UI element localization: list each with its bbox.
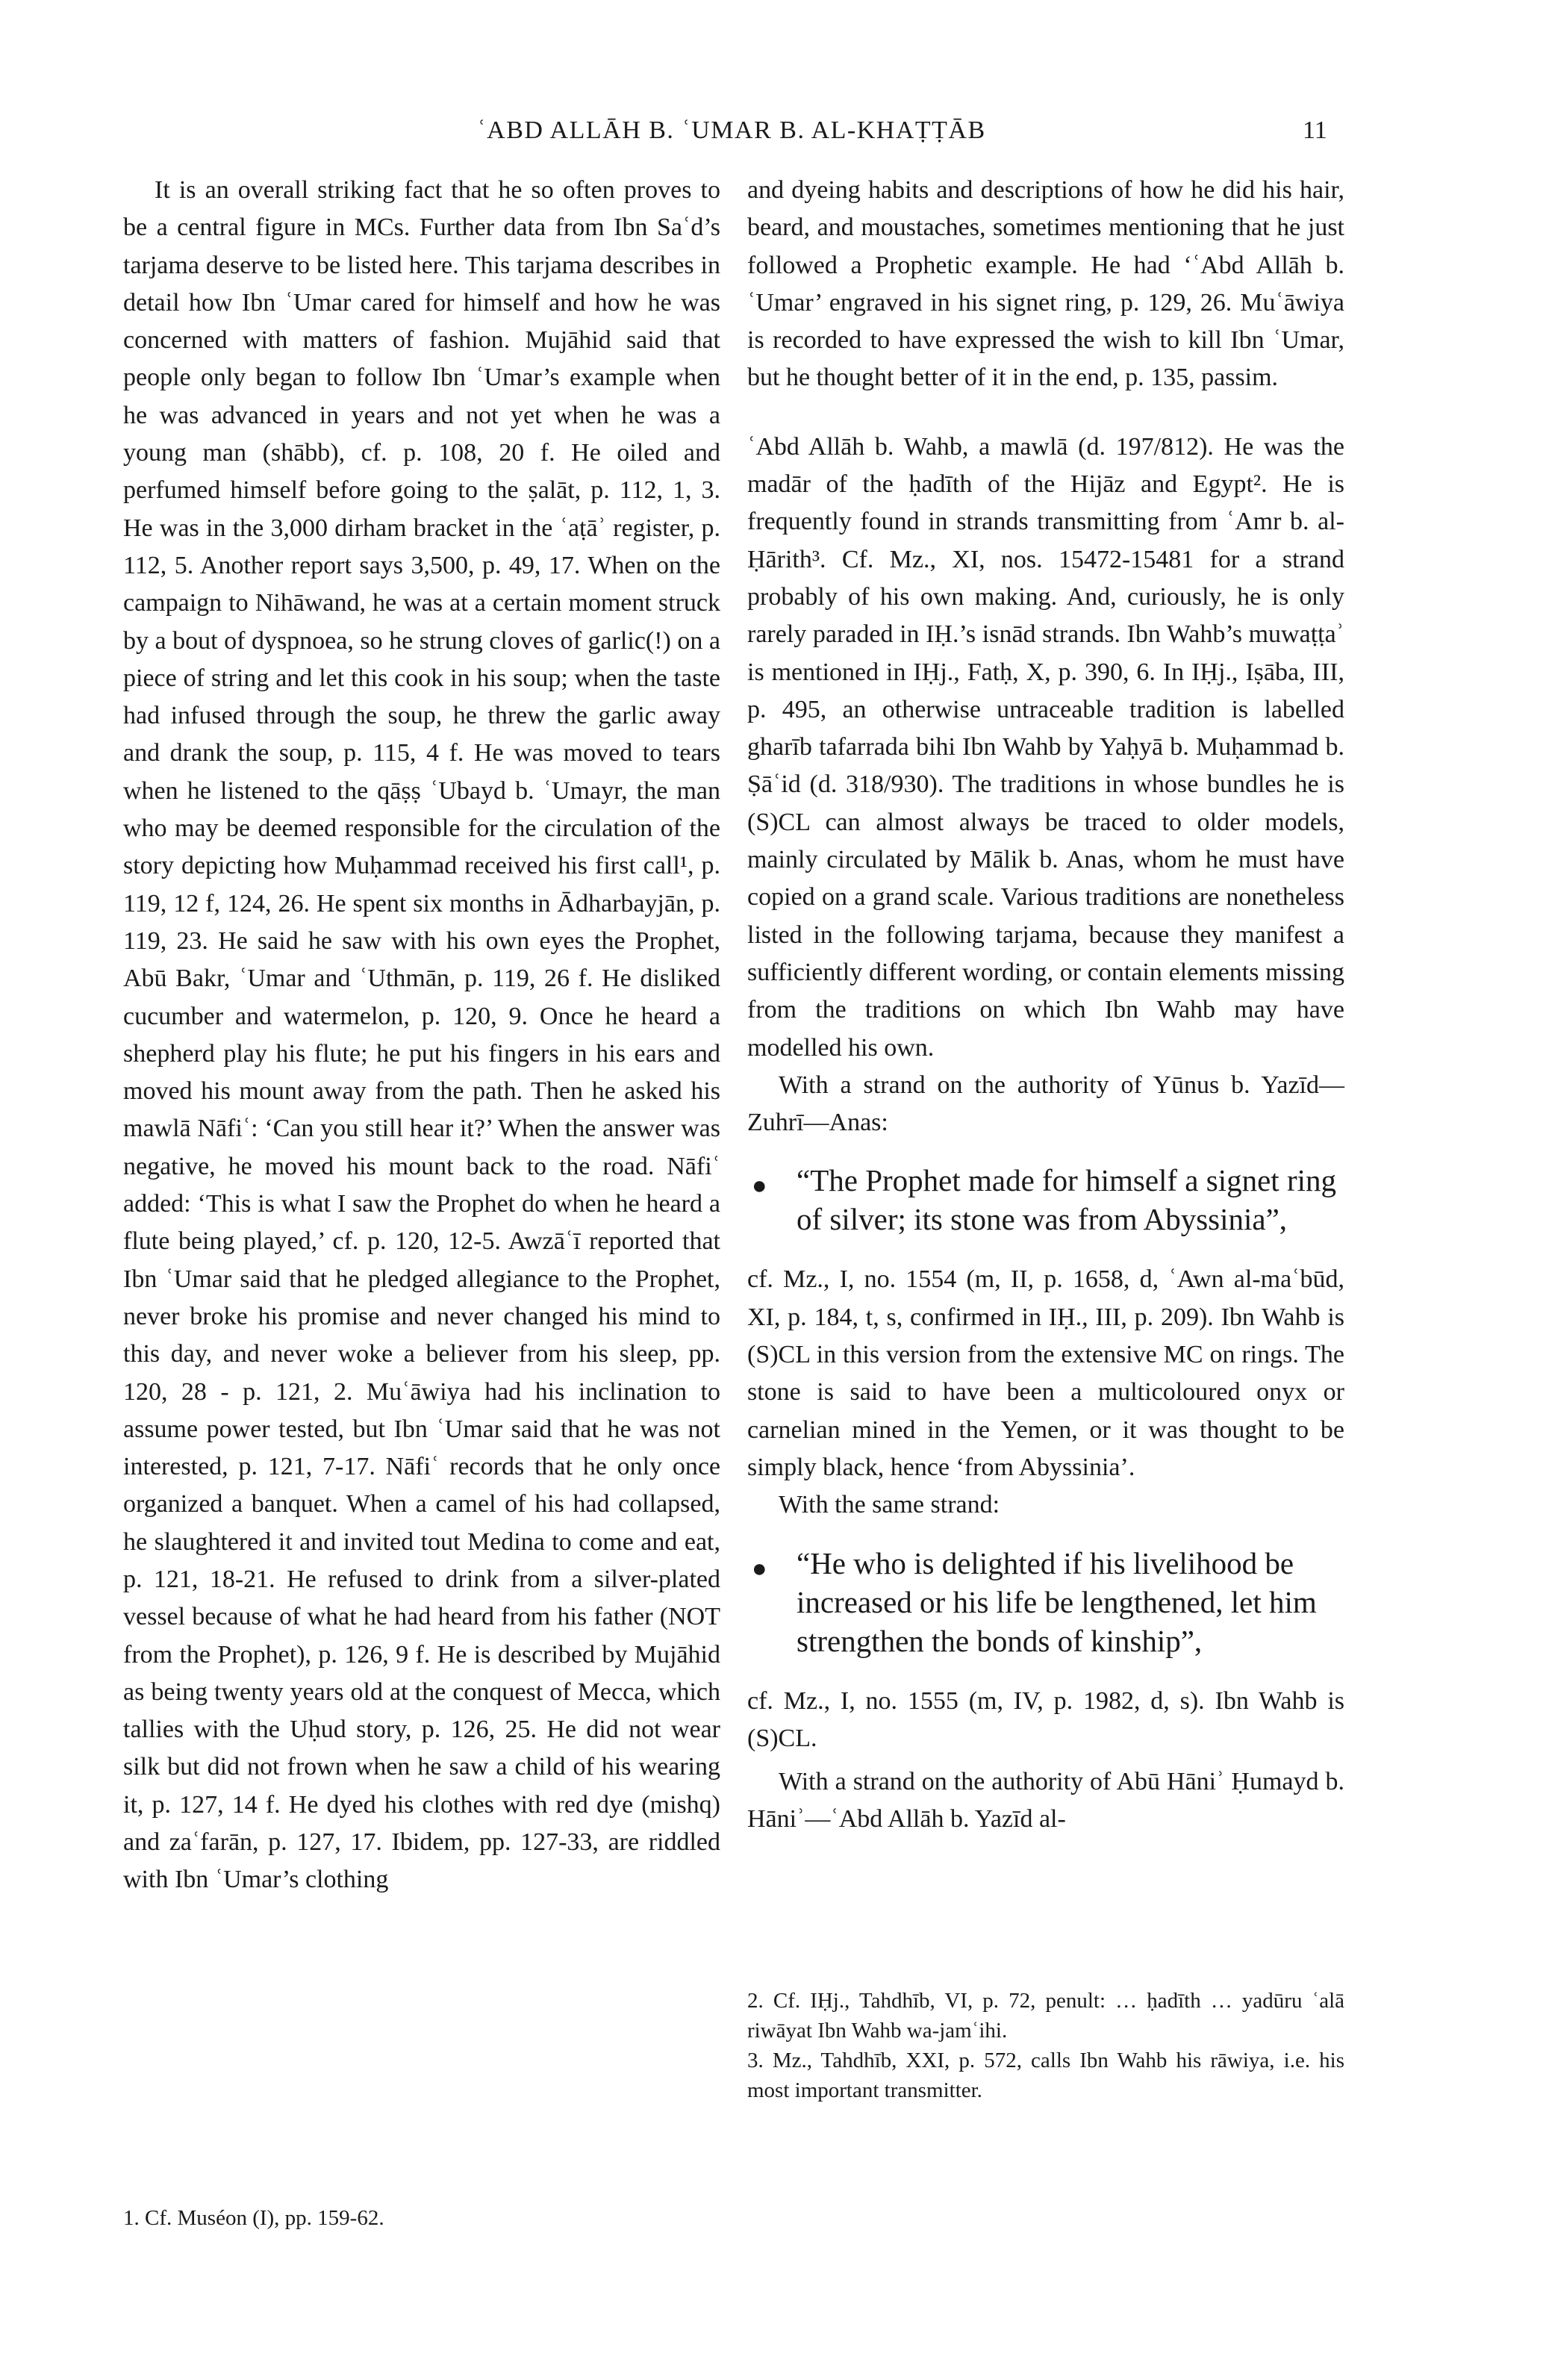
bullet-icon: ● bbox=[752, 1172, 767, 1200]
page-number: 11 bbox=[1303, 116, 1327, 144]
left-column bbox=[123, 172, 720, 1899]
bullet-icon: ● bbox=[752, 1554, 767, 1583]
entry-paragraph: ʿAbd Allāh b. Wahb, a mawlā (d. 197/812). He was the madār of the ḥadīth of the Hijāz and Egypt². He is frequently found in strands transmitting from ʿAmr b. al-Ḥārith³. Cf. Mz., XI, nos. 15472-15481 for a strand probably of his own making. And, curiously, he is only rarely paraded in IḤ.’s isnād strands. Ibn Wahb’s muwaṭṭaʾ is mentioned in IḤj., Fatḥ, X, p. 390, 6. In IḤj., Iṣāba, III, p. 495, an otherwise untraceable tradition is labelled gharīb tafarrada bihi Ibn Wahb by Yaḥyā b. Muḥammad b. Ṣāʿid (d. 318/930). The traditions in whose bundles he is (S)CL can almost always be traced to older models, mainly circulated by Mālik b. Anas, whom he must have copied on a grand scale. Various traditions are nonetheless listed in the following tarjama, because they manifest a sufficiently different wording, or contain elements missing from the traditions on which Ibn Wahb may have modelled his own. bbox=[747, 432, 1344, 1062]
commentary-paragraph: cf. Mz., I, no. 1555 (m, IV, p. 1982, d, s). Ibn Wahb is (S)CL. bbox=[747, 1686, 1344, 1752]
tradition-quote bbox=[747, 1161, 1344, 1239]
body-paragraph: It is an overall striking fact that he so often proves to be a central figure in MCs. Further data from Ibn Saʿd’s tarjama deserve to be listed here. This tarjama describes in detail how Ibn ʿUmar cared for himself and how he was concerned with matters of fashion. Mujāhid said that people only began to follow Ibn ʿUmar’s example when he was advanced in years and not yet when he was a young man (shābb), cf. p. 108, 20 f. He oiled and perfumed himself before going to the ṣalāt, p. 112, 1, 3. He was in the 3,000 dirham bracket in the ʿaṭāʾ register, p. 112, 5. Another report says 3,500, p. 49, 17. When on the campaign to Nihāwand, he was at a certain moment struck by a bout of dyspnoea, so he strung cloves of garlic(!) on a piece of string and let this cook in his soup; when the taste had infused through the soup, he threw the garlic away and drank the soup, p. 115, 4 f. He was moved to tears when he listened to the qāṣṣ ʿUbayd b. ʿUmayr, the man who may be deemed responsible for the circulation of the story depicting how Muḥammad received his first call¹, p. 119, 12 f, 124, 26. He spent six months in Ādharbayjān, p. 119, 23. He said he saw with his own eyes the Prophet, Abū Bakr, ʿUmar and ʿUthmān, p. 119, 26 f. He disliked cucumber and watermelon, p. 120, 9. Once he heard a shepherd play his flute; he put his fingers in his ears and moved his mount away from the path. Then he asked his mawlā Nāfiʿ: ‘Can you still hear it?’ When the answer was negative, he moved his mount back to the road. Nāfiʿ added: ‘This is what I saw the Prophet do when he heard a flute being played,’ cf. p. 120, 12-5. Awzāʿī reported that Ibn ʿUmar said that he pledged allegiance to the Prophet, never broke his promise and never changed his mind to this day, and never woke a believer from his sleep, pp. 120, 28 - p. 121, 2. Muʿāwiya had his inclination to assume power tested, but Ibn ʿUmar said that he was not interested, p. 121, 7-17. Nāfiʿ records that he only once organized a banquet. When a camel of his had collapsed, he slaughtered it and invited tout Medina to come and eat, p. 121, 18-21. He refused to drink from a silver-plated vessel because of what he had heard from his father (NOT from the Prophet), p. 126, 9 f. He is described by Mujāhid as being twenty years old at the conquest of Mecca, which tallies with the Uḥud story, p. 126, 25. He did not wear silk but did not frown when he saw a child of his wearing it, p. 127, 14 f. He dyed his clothes with red dye (mishq) and zaʿfarān, p. 127, 17. Ibidem, pp. 127-33, are riddled with Ibn ʿUmar’s clothing bbox=[123, 176, 720, 1894]
tradition-text: “He who is delighted if his livelihood be increased or his life be lengthened, let him strengthen the bonds of kinship”, bbox=[797, 1545, 1317, 1658]
strand-intro: With the same strand: bbox=[779, 1491, 1000, 1519]
footnotes-right bbox=[747, 1986, 1344, 2105]
right-column bbox=[747, 172, 1344, 1839]
tradition-text: “The Prophet made for himself a signet ring of silver; its stone was from Abyssinia”, bbox=[797, 1163, 1336, 1237]
commentary-paragraph: cf. Mz., I, no. 1554 (m, II, p. 1658, d, ʿAwn al-maʿbūd, XI, p. 184, t, s, confirmed in IḤ., III, p. 209). Ibn Wahb is (S)CL in this version from the extensive MC on rings. The stone is said to have been a multicoloured onyx or carnelian mined in the Yemen, or it was thought to be simply black, hence ‘from Abyssinia’. bbox=[747, 1265, 1344, 1481]
strand-intro: With a strand on the authority of Abū Hāniʾ Ḥumayd b. Hāniʾ—ʿAbd Allāh b. Yazīd al- bbox=[747, 1768, 1344, 1834]
tradition-quote bbox=[747, 1544, 1344, 1660]
body-paragraph-continued: and dyeing habits and descriptions of how he did his hair, beard, and moustaches, sometimes mentioning that he just followed a Prophetic example. He had ‘ʿAbd Allāh b. ʿUmar’ engraved in his signet ring, p. 129, 26. Muʿāwiya is recorded to have expressed the wish to kill Ibn ʿUmar, but he thought better of it in the end, p. 135, passim. bbox=[747, 176, 1344, 392]
footnotes-left bbox=[123, 2202, 720, 2234]
strand-intro: With a strand on the authority of Yūnus b. Yazīd—Zuhrī—Anas: bbox=[747, 1071, 1344, 1137]
footnote-1: 1. Cf. Muséon (I), pp. 159-62. bbox=[123, 2206, 384, 2230]
footnote-2: 2. Cf. IḤj., Tahdhīb, VI, p. 72, penult: … ḥadīth … yadūru ʿalā riwāyat Ibn Wahb wa-jamʿihi. bbox=[747, 1989, 1344, 2043]
running-head bbox=[0, 112, 1543, 157]
footnote-3: 3. Mz., Tahdhīb, XXI, p. 572, calls Ibn Wahb his rāwiya, i.e. his most important transmitter. bbox=[747, 2049, 1344, 2102]
running-title: ʿABD ALLĀH B. ʿUMAR B. AL-KHAṬṬĀB bbox=[477, 116, 986, 144]
